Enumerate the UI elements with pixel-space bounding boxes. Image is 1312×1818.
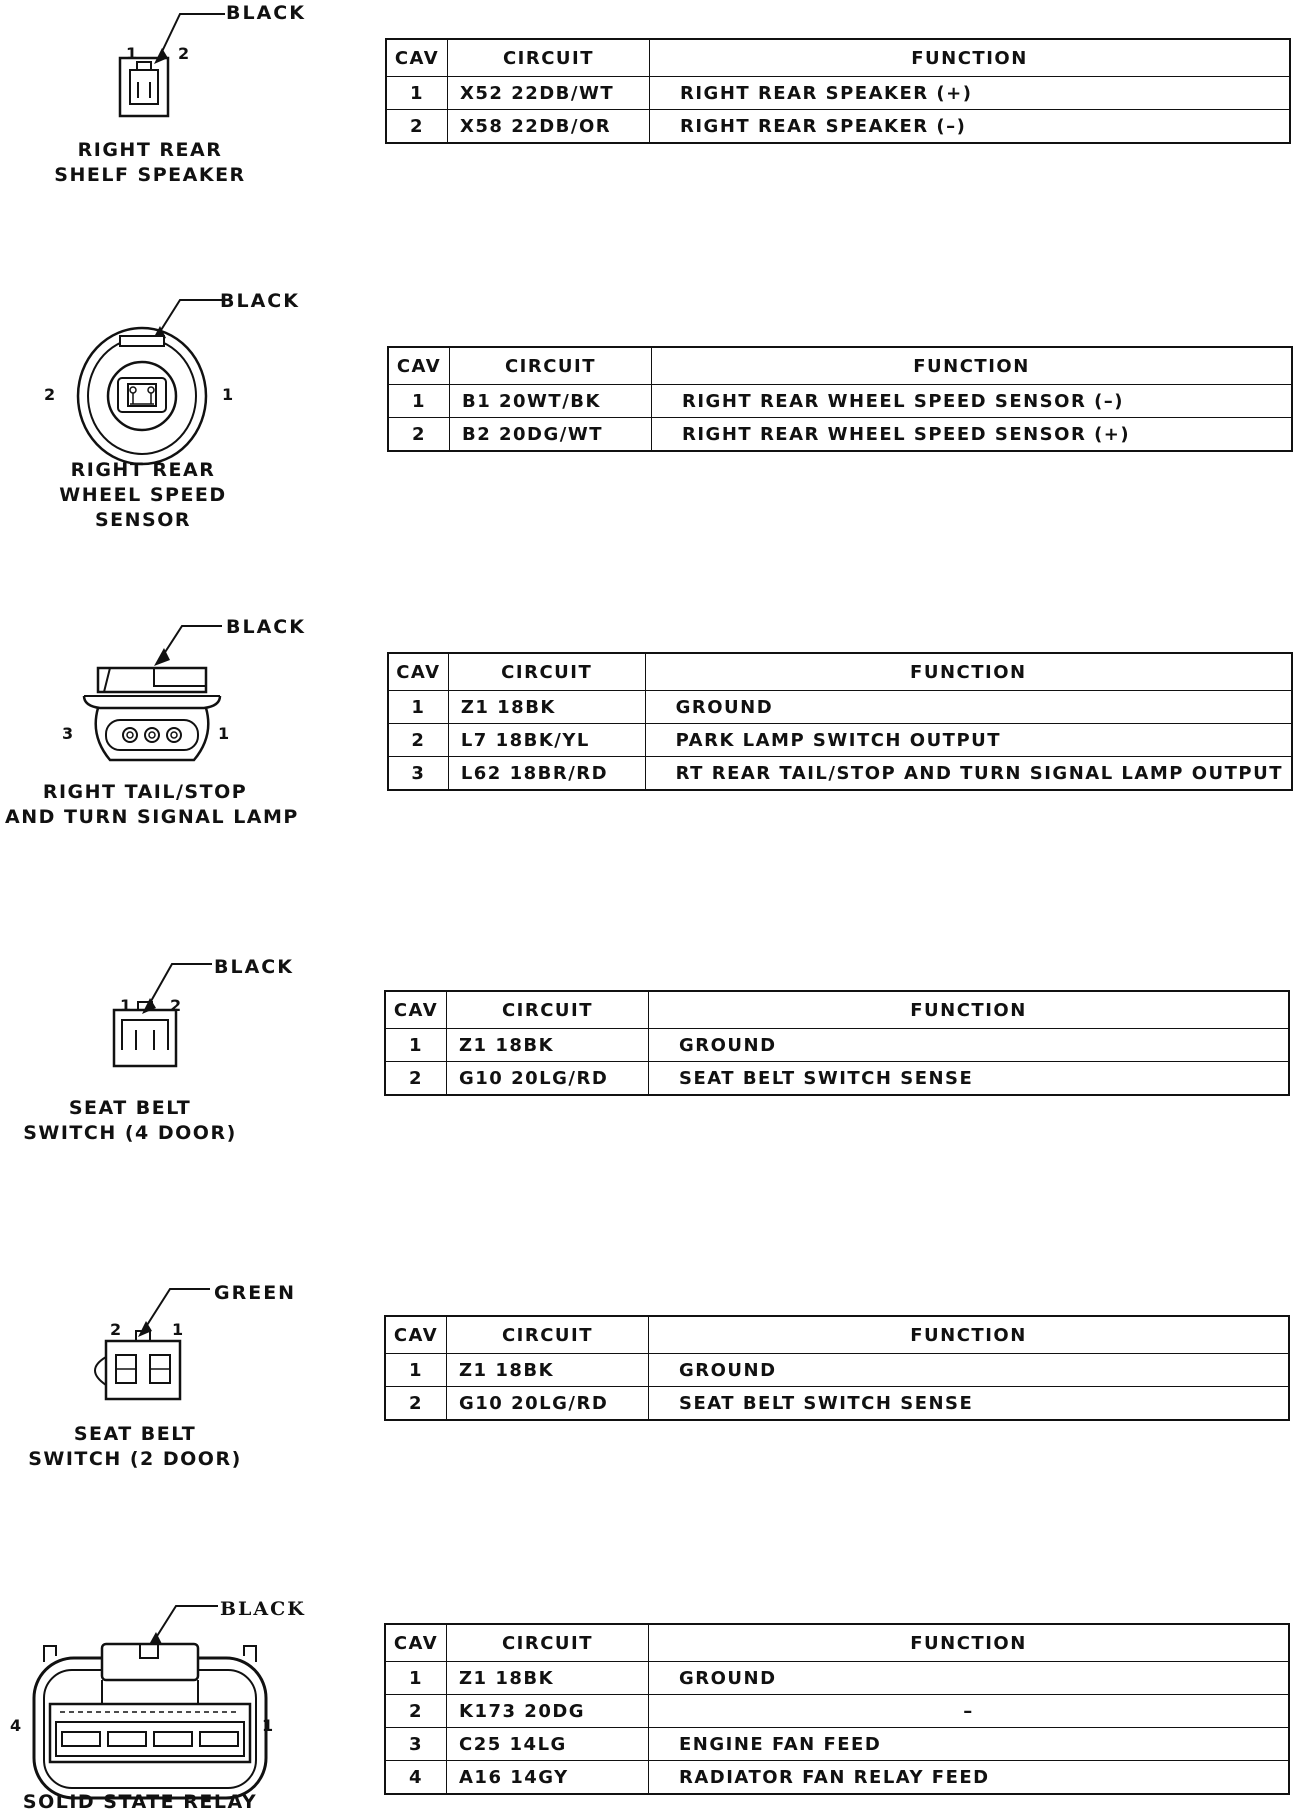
header-cav: CAV — [388, 347, 450, 385]
pin-label: 2 — [110, 1320, 122, 1339]
connector-color-label: BLACK — [220, 290, 300, 312]
cell-function: RIGHT REAR SPEAKER (+) — [650, 77, 1291, 110]
table-row — [388, 418, 1292, 452]
pin-label: 1 — [172, 1320, 184, 1339]
connector-name-line: RIGHT TAIL/STOP — [42, 781, 248, 803]
connector-color-label: BLACK — [220, 1598, 306, 1620]
table-row — [385, 1029, 1289, 1062]
cell-function: PARK LAMP SWITCH OUTPUT — [645, 724, 1292, 757]
cell-cav: 2 — [385, 1387, 447, 1421]
cavity-table — [384, 1623, 1290, 1795]
connector-name — [40, 138, 260, 188]
table-row — [386, 110, 1290, 144]
header-circuit: CIRCUIT — [448, 653, 645, 691]
connector-name — [25, 1422, 245, 1472]
header-circuit: CIRCUIT — [448, 39, 650, 77]
table-header-row — [385, 991, 1289, 1029]
cell-cav: 1 — [386, 77, 448, 110]
connector-name — [33, 458, 253, 533]
header-cav: CAV — [388, 653, 448, 691]
cell-function: RIGHT REAR WHEEL SPEED SENSOR (–) — [652, 385, 1293, 418]
header-circuit: CIRCUIT — [447, 1316, 649, 1354]
connector-color-label: BLACK — [226, 616, 306, 638]
table-row — [385, 1354, 1289, 1387]
cell-function: RADIATOR FAN RELAY FEED — [649, 1761, 1290, 1795]
header-circuit: CIRCUIT — [447, 1624, 649, 1662]
cell-circuit: Z1 18BK — [447, 1662, 649, 1695]
table-row — [385, 1728, 1289, 1761]
table-row — [385, 1662, 1289, 1695]
cell-function: GROUND — [649, 1029, 1290, 1062]
header-function: FUNCTION — [649, 1624, 1290, 1662]
pin-label: 1 — [222, 385, 234, 404]
cell-circuit: Z1 18BK — [448, 691, 645, 724]
header-function: FUNCTION — [649, 991, 1290, 1029]
table-row — [385, 1695, 1289, 1728]
connector-name-line: SOLID STATE RELAY — [22, 1791, 258, 1813]
cell-cav: 4 — [385, 1761, 447, 1795]
connector-name-line: SEAT BELT — [73, 1423, 197, 1445]
cell-circuit: X58 22DB/OR — [448, 110, 650, 144]
solid-state-relay-connector-drawing — [30, 1592, 270, 1802]
header-circuit: CIRCUIT — [447, 991, 649, 1029]
cell-function: RIGHT REAR SPEAKER (–) — [650, 110, 1291, 144]
connector-icon — [30, 1592, 270, 1802]
pin-label: 1 — [126, 44, 138, 63]
connector-name-line: AND TURN SIGNAL LAMP — [5, 806, 299, 828]
cell-cav: 1 — [385, 1029, 447, 1062]
connector-name-line: SEAT BELT — [68, 1097, 192, 1119]
pin-label: 3 — [62, 724, 74, 743]
cell-circuit: A16 14GY — [447, 1761, 649, 1795]
connector-name — [5, 780, 299, 830]
cell-function: SEAT BELT SWITCH SENSE — [649, 1062, 1290, 1096]
connector-name-line: RIGHT REAR — [70, 459, 216, 481]
table-row — [388, 385, 1292, 418]
cell-circuit: K173 20DG — [447, 1695, 649, 1728]
cavity-table — [384, 1315, 1290, 1421]
cavity-table — [384, 990, 1290, 1096]
cell-circuit: X52 22DB/WT — [448, 77, 650, 110]
table-header-row — [385, 1316, 1289, 1354]
table-row — [388, 691, 1292, 724]
header-function: FUNCTION — [650, 39, 1291, 77]
header-cav: CAV — [385, 1624, 447, 1662]
header-cav: CAV — [385, 1316, 447, 1354]
cell-cav: 3 — [388, 757, 448, 791]
cell-cav: 2 — [385, 1695, 447, 1728]
cell-cav: 2 — [388, 724, 448, 757]
table-header-row — [385, 1624, 1289, 1662]
pin-label: 2 — [170, 996, 182, 1015]
cell-circuit: Z1 18BK — [447, 1354, 649, 1387]
cell-function: RT REAR TAIL/STOP AND TURN SIGNAL LAMP OUTPUT — [645, 757, 1292, 791]
pin-label: 1 — [262, 1716, 274, 1735]
header-circuit: CIRCUIT — [450, 347, 652, 385]
cell-function: GROUND — [645, 691, 1292, 724]
cell-cav: 2 — [385, 1062, 447, 1096]
header-function: FUNCTION — [652, 347, 1293, 385]
pin-label: 2 — [44, 385, 56, 404]
connector-color-label: BLACK — [214, 956, 294, 978]
cell-cav: 1 — [385, 1662, 447, 1695]
cavity-table — [387, 346, 1293, 452]
connector-name-line: WHEEL SPEED — [59, 484, 227, 506]
cell-cav: 1 — [388, 691, 448, 724]
cell-cav: 2 — [386, 110, 448, 144]
connector-color-label: BLACK — [226, 2, 306, 24]
table-row — [385, 1761, 1289, 1795]
cell-circuit: Z1 18BK — [447, 1029, 649, 1062]
connector-name-line: RIGHT REAR — [77, 139, 223, 161]
table-row — [388, 757, 1292, 791]
header-function: FUNCTION — [645, 653, 1292, 691]
table-row — [385, 1062, 1289, 1096]
pin-label: 2 — [178, 44, 190, 63]
cell-function: – — [649, 1695, 1290, 1728]
connector-name — [20, 1096, 240, 1146]
cell-circuit: C25 14LG — [447, 1728, 649, 1761]
cell-function: SEAT BELT SWITCH SENSE — [649, 1387, 1290, 1421]
header-cav: CAV — [386, 39, 448, 77]
connector-name-line: SHELF SPEAKER — [54, 164, 246, 186]
cell-circuit: L7 18BK/YL — [448, 724, 645, 757]
pin-label: 1 — [218, 724, 230, 743]
table-row — [385, 1387, 1289, 1421]
cell-cav: 1 — [385, 1354, 447, 1387]
connector-name-line: SENSOR — [94, 509, 192, 531]
connector-name-line: SWITCH (4 DOOR) — [23, 1122, 237, 1144]
header-function: FUNCTION — [649, 1316, 1290, 1354]
pin-label: 4 — [10, 1716, 22, 1735]
connector-color-label: GREEN — [214, 1282, 297, 1304]
cell-circuit: B1 20WT/BK — [450, 385, 652, 418]
pin-label: 1 — [120, 996, 132, 1015]
cell-function: GROUND — [649, 1662, 1290, 1695]
cell-cav: 2 — [388, 418, 450, 452]
cell-circuit: G10 20LG/RD — [447, 1062, 649, 1096]
cell-cav: 1 — [388, 385, 450, 418]
cell-circuit: B2 20DG/WT — [450, 418, 652, 452]
connector-name-line: SWITCH (2 DOOR) — [28, 1448, 242, 1470]
table-row — [386, 77, 1290, 110]
table-header-row — [386, 39, 1290, 77]
cell-circuit: G10 20LG/RD — [447, 1387, 649, 1421]
table-header-row — [388, 347, 1292, 385]
header-cav: CAV — [385, 991, 447, 1029]
connector-name — [20, 1790, 260, 1815]
cell-function: GROUND — [649, 1354, 1290, 1387]
cavity-table — [385, 38, 1291, 144]
cell-circuit: L62 18BR/RD — [448, 757, 645, 791]
cell-cav: 3 — [385, 1728, 447, 1761]
cell-function: ENGINE FAN FEED — [649, 1728, 1290, 1761]
cell-function: RIGHT REAR WHEEL SPEED SENSOR (+) — [652, 418, 1293, 452]
cavity-table — [387, 652, 1293, 791]
table-header-row — [388, 653, 1292, 691]
table-row — [388, 724, 1292, 757]
